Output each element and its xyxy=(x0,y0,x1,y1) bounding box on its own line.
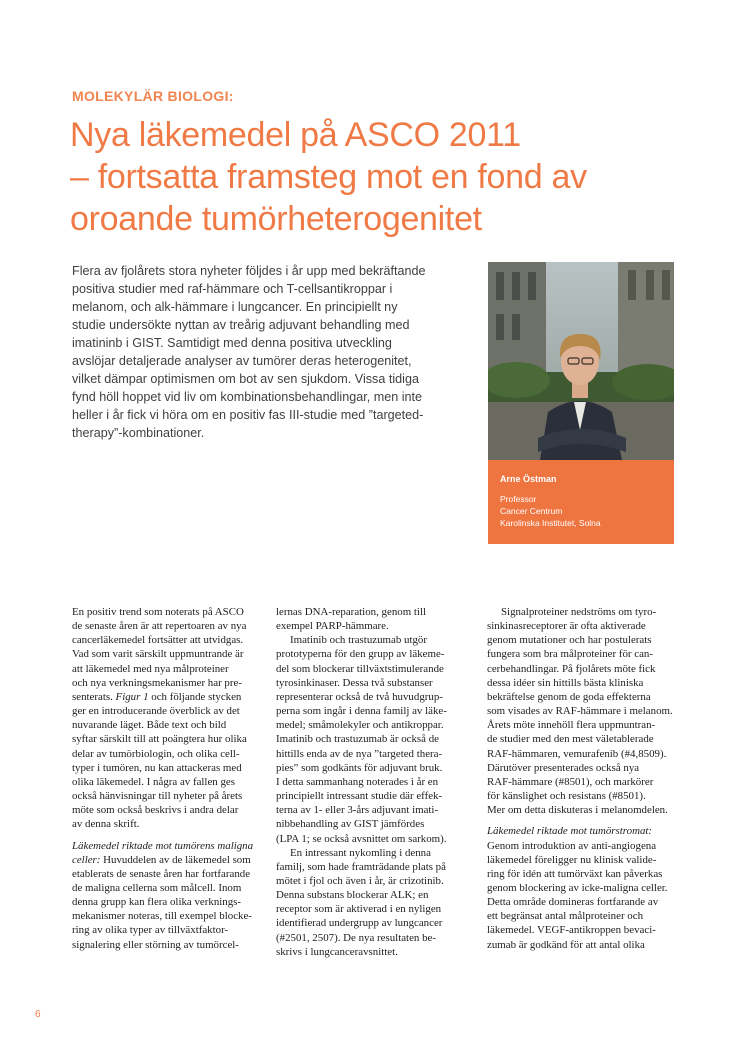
subheading-line xyxy=(487,824,672,838)
body-line: genom mutationer och har postulerats xyxy=(487,634,652,647)
lead-line: avslöjar detaljerade analyser av tumörer deras heterogenitet, xyxy=(72,354,412,368)
body-column-3 xyxy=(487,605,672,952)
body-line: läkemedel föreligger nu klinisk valide- xyxy=(487,853,657,866)
lead-line: heller i år fick vi höra om en positiv fas III-studie med ”targeted- xyxy=(72,408,424,422)
text-run: senterats. xyxy=(72,690,116,703)
body-line: sinkinasreceptorer är ofta aktiverade xyxy=(487,620,646,633)
body-line: Därutöver presenterades också nya xyxy=(487,761,640,774)
page-number: 6 xyxy=(35,1009,41,1020)
body-line: zumab är godkänd för att antal olika xyxy=(487,938,645,951)
body-line: (LPA 1; se också avsnittet om sarkom). xyxy=(276,832,447,845)
body-line: ring för idén att tumörväxt kan påverkas xyxy=(487,867,663,880)
body-line: de studier med den mest väletablerade xyxy=(487,733,654,746)
body-line: Signalproteiner nedströms om tyro- xyxy=(501,606,657,618)
body-line: cancerläkemedel fortsätter att utvidgas. xyxy=(72,634,244,647)
body-line: också hänvisningar till nyheter på årets xyxy=(72,790,243,803)
body-line: I detta sammanhang noterades i år en xyxy=(276,775,439,788)
body-line: perna som ingår i denna familj av läke- xyxy=(276,705,447,718)
body-line: medel; småmolekyler och antikroppar. xyxy=(276,719,444,732)
body-line: Imatinib och trastuzumab är också de xyxy=(276,733,439,746)
body-line: identifierad undergrupp av lungcancer xyxy=(276,917,443,930)
subheading: Läkemedel riktade mot tumörens maligna xyxy=(72,839,254,852)
lead-line: melanom, och alk-hämmare i lungcancer. En principiellt ny xyxy=(72,300,398,314)
author-institution: Karolinska Institutet, Solna xyxy=(500,518,601,528)
body-line: ger en introducerande överblick av det xyxy=(72,705,240,718)
body-column-2 xyxy=(276,605,461,959)
figure-reference: Figur 1 xyxy=(115,690,149,703)
body-line: cerbehandlingar. På fjolårets möte fick xyxy=(487,662,656,675)
body-line: Imatinib och trastuzumab utgör xyxy=(290,634,428,647)
body-line: denna grupp kan flera olika verknings- xyxy=(72,896,242,909)
body-line: signalering eller störning av tumörcel- xyxy=(72,938,239,951)
body-line: del som blockerar tillväxtstimulerande xyxy=(276,662,444,675)
body-line: terna av 1- eller 3-års adjuvant imati- xyxy=(276,804,439,817)
body-line xyxy=(72,853,257,867)
body-line: receptor som är aktiverad i en nyligen xyxy=(276,903,442,916)
lead-line: vilket dämpar optimismen om bot av sen sjukdom. Vissa tidiga xyxy=(72,372,419,386)
author-name: Arne Östman xyxy=(500,474,557,484)
body-line xyxy=(72,690,257,704)
lead-line: therapy”-kombinationer. xyxy=(72,426,205,440)
body-line: RAF-hämmare (#8501), och markörer xyxy=(487,775,654,788)
body-line: Vad som varit särskilt uppmuntrande är xyxy=(72,648,244,661)
author-title: Professor xyxy=(500,494,537,504)
body-line: Årets möte innehöll flera uppmuntran- xyxy=(487,719,656,732)
title-line: oroande tumörheterogenitet xyxy=(70,200,482,238)
author-infobox xyxy=(488,460,674,544)
body-line: etablerats de senaste åren har fortfarande xyxy=(72,867,251,880)
body-line: pies” som godkänts för adjuvant bruk. xyxy=(276,761,443,774)
portrait-illustration xyxy=(488,262,674,460)
subheading: Läkemedel riktade mot tumörstromat: xyxy=(487,825,653,838)
body-line: RAF-hämmaren, vemurafenib (#4,8509). xyxy=(487,747,667,760)
lead-line: positiva studier med raf-hämmare och T-cellsantikroppar i xyxy=(72,282,393,296)
subheading: celler: xyxy=(72,853,101,866)
body-line: bekräftelse genom de goda effekterna xyxy=(487,690,651,703)
lead-line: studie undersökte nyttan av treårig adjuvant behandling med xyxy=(72,318,410,332)
body-line: tyrosinkinaser. Dessa två substanser xyxy=(276,676,433,689)
body-line: (#2501, 2507). De nya resultaten be- xyxy=(276,931,436,944)
body-line: genom blockering av icke-maligna celler. xyxy=(487,881,668,894)
body-line: Genom introduktion av anti-angiogena xyxy=(487,839,657,852)
lead-line: imatininb i GIST. Samtidigt med denna positiva utveckling xyxy=(72,336,392,350)
body-line: läkemedel. VEGF-antikroppen bevaci- xyxy=(487,924,656,937)
body-line: Mer om detta diskuteras i melanomdelen. xyxy=(487,804,668,817)
body-line: dessa idéer sin hittills bästa kliniska xyxy=(487,676,644,689)
lead-line: fynd höll hoppet vid liv om kombinationsbehandlingar, men inte xyxy=(72,390,423,404)
body-line: och nya verkningsmekanismer har pre- xyxy=(72,676,242,689)
text-run: Huvuddelen av de läkemedel som xyxy=(100,853,251,866)
body-line: fungera som bra målproteiner för can- xyxy=(487,648,654,661)
body-line: Denna substans blockerar ALK; en xyxy=(276,889,429,902)
text-run: och följande stycken xyxy=(148,690,242,703)
lead-paragraph xyxy=(72,262,472,442)
article-title xyxy=(70,114,690,240)
body-line: hittills enda av de nya ”targeted thera- xyxy=(276,747,443,760)
body-line: ett begränsat antal målproteiner och xyxy=(487,910,644,923)
body-line: En intressant nykomling i denna xyxy=(290,846,431,859)
subheading-line xyxy=(72,839,257,853)
body-line: möte som också beskrivs i andra delar xyxy=(72,804,239,817)
body-line: principiellt intressant studie där effek- xyxy=(276,790,443,803)
body-line: de maligna cellerna som målcell. Inom xyxy=(72,881,242,894)
lead-line: Flera av fjolårets stora nyheter följdes i år upp med bekräftande xyxy=(72,264,426,278)
section-kicker: MOLEKYLÄR BIOLOGI: xyxy=(72,88,234,104)
body-line: familj, som hade framträdande plats på xyxy=(276,860,446,873)
body-line: nibbehandling av GIST jämfördes xyxy=(276,818,425,831)
body-line: lernas DNA-reparation, genom till xyxy=(276,606,427,618)
author-department: Cancer Centrum xyxy=(500,506,563,516)
body-column-1 xyxy=(72,605,257,952)
body-line: prototyperna för den grupp av läkeme- xyxy=(276,648,445,661)
body-line: nuvarande läget. Både text och bild xyxy=(72,719,227,732)
body-line: för känslighet och resistans (#8501). xyxy=(487,790,646,803)
title-line: – fortsatta framsteg mot en fond av xyxy=(70,158,587,196)
body-line: exempel PARP-hämmare. xyxy=(276,620,389,633)
body-line: En positiv trend som noterats på ASCO xyxy=(72,606,244,618)
body-line: syftar särskilt till att poängtera hur olika xyxy=(72,733,247,746)
title-line: Nya läkemedel på ASCO 2011 xyxy=(70,116,521,154)
body-line: mekanismer noteras, till exempel blocke- xyxy=(72,910,252,923)
author-photo xyxy=(488,262,674,460)
body-line: ring av olika typer av tillväxtfaktor- xyxy=(72,924,229,937)
body-line: skrivs i lungcanceravsnittet. xyxy=(276,945,398,958)
body-line: delar av tumörbiologin, och olika cell- xyxy=(72,747,240,760)
body-line: typer i tumören, nu kan attackeras med xyxy=(72,761,242,774)
body-line: som visades av RAF-hämmare i melanom. xyxy=(487,705,673,718)
body-line: Detta område domineras fortfarande av xyxy=(487,896,659,909)
body-line: mötet i fjol och även i år, är crizotinib. xyxy=(276,874,444,887)
body-line: de senaste åren är att repertoaren av nya xyxy=(72,620,247,633)
body-line: av denna skrift. xyxy=(72,818,140,831)
body-line: olika läkemedel. I några av fallen ges xyxy=(72,775,235,788)
body-line: representerar också de två huvudgrup- xyxy=(276,690,443,703)
body-line: att läkemedel med nya målproteiner xyxy=(72,662,229,675)
